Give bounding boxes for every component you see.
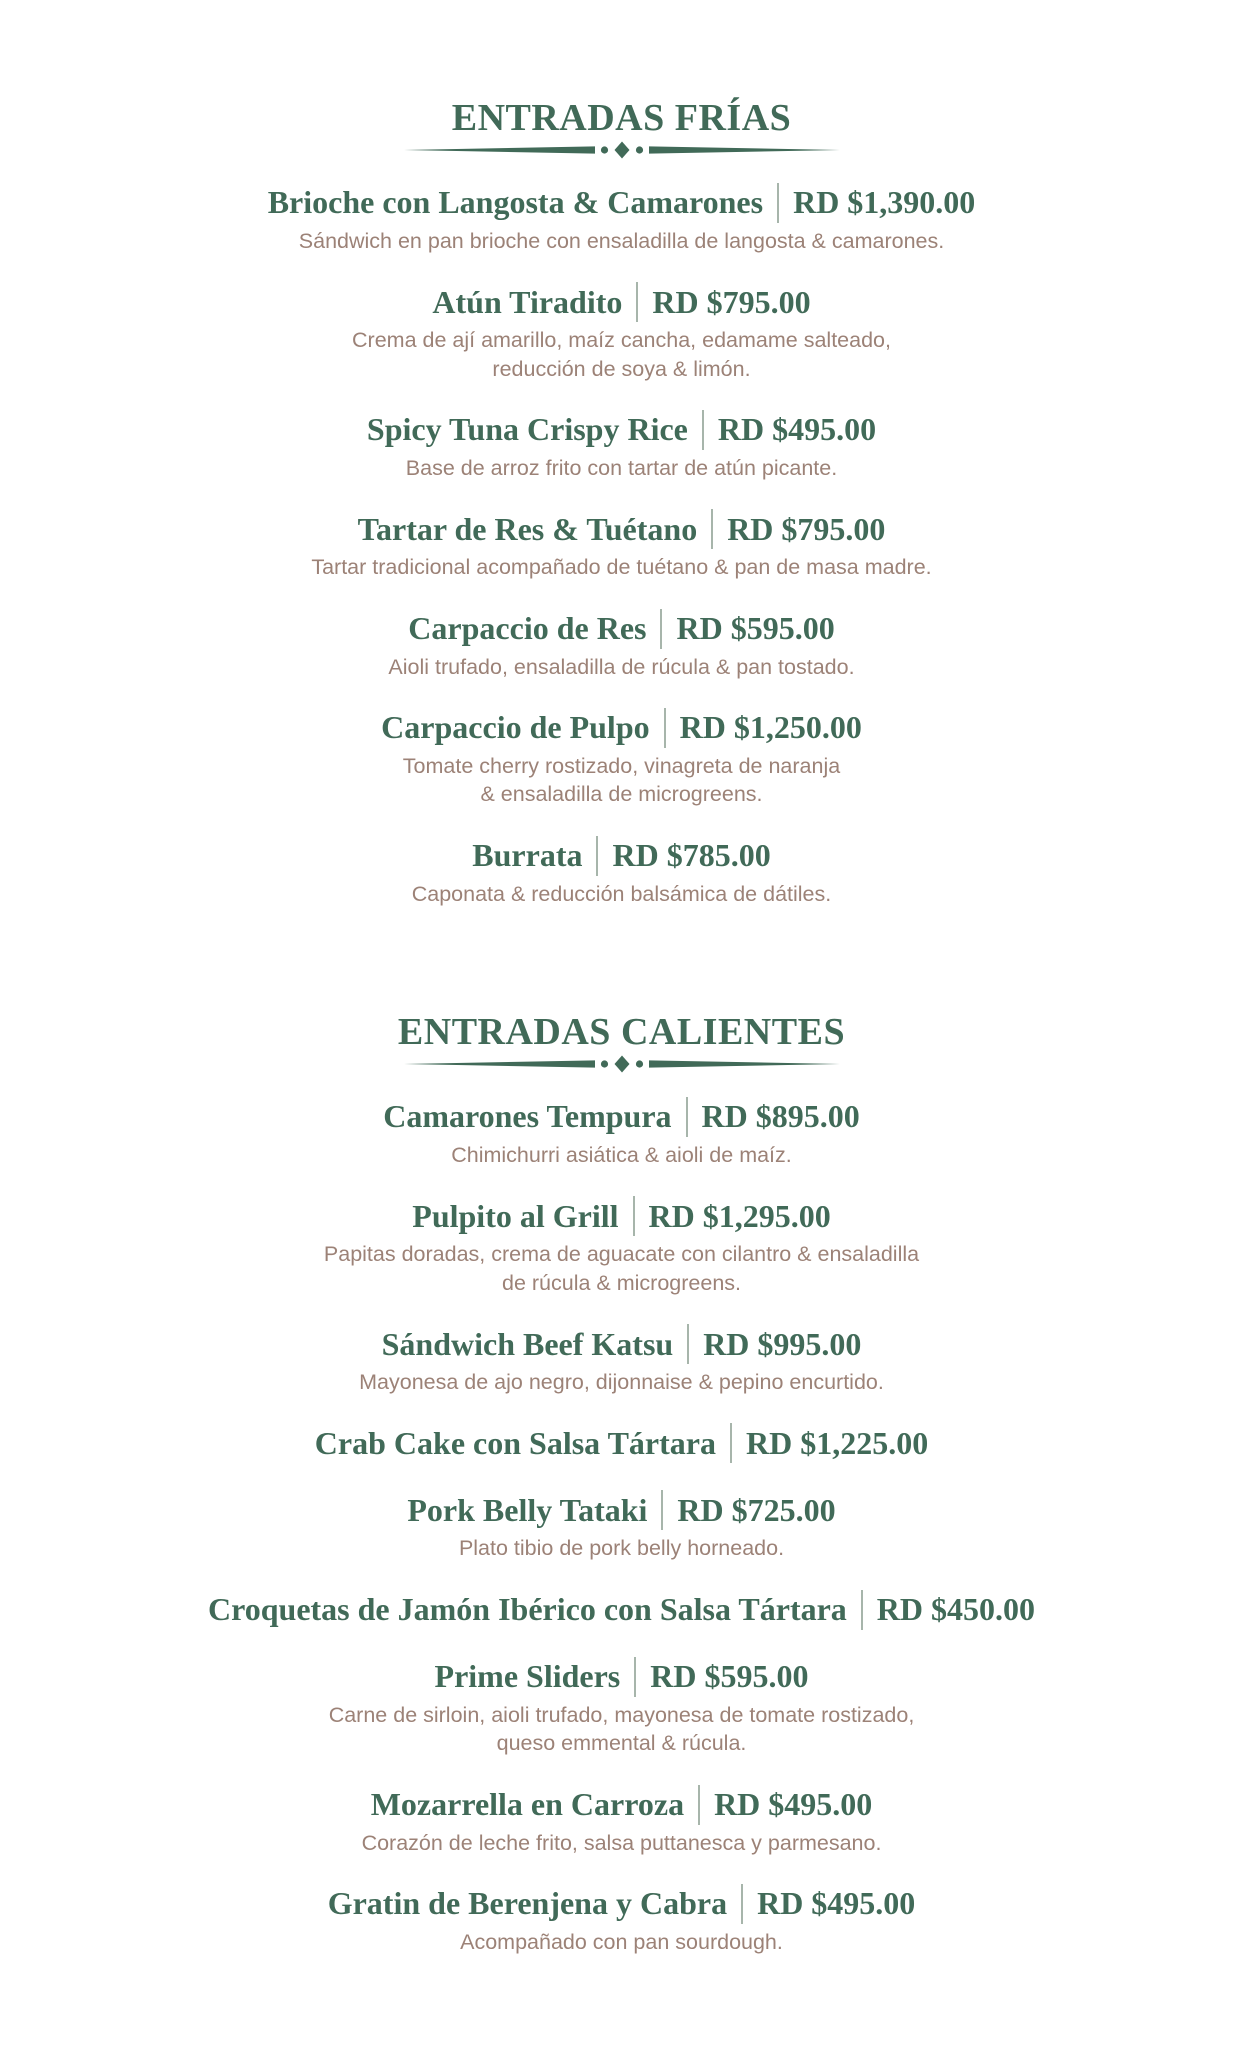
item-price: RD $450.00 xyxy=(876,1591,1036,1628)
menu-section xyxy=(0,98,1243,908)
item-description xyxy=(0,1928,1243,1956)
price-separator xyxy=(741,1884,743,1924)
item-title xyxy=(0,1884,1243,1924)
item-name: Camarones Tempura xyxy=(383,1098,672,1135)
item-name: Carpaccio de Pulpo xyxy=(381,709,650,746)
item-name: Gratin de Berenjena y Cabra xyxy=(327,1885,728,1922)
section-title: ENTRADAS CALIENTES xyxy=(397,1011,846,1054)
item-description xyxy=(0,227,1243,255)
price-separator xyxy=(634,1657,636,1697)
menu-item xyxy=(0,1785,1243,1857)
description-line: Acompañado con pan sourdough. xyxy=(460,1929,783,1954)
item-name: Pork Belly Tataki xyxy=(407,1491,648,1528)
description-line: & ensaladilla de microgreens. xyxy=(480,782,763,807)
description-line: Aioli trufado, ensaladilla de rúcula & pan tostado. xyxy=(388,654,855,679)
price-separator xyxy=(636,282,638,322)
description-line: Sándwich en pan brioche con ensaladilla de langosta & camarones. xyxy=(298,228,945,253)
item-name: Pulpito al Grill xyxy=(412,1197,619,1234)
item-name: Burrata xyxy=(472,837,583,874)
menu-item xyxy=(0,1884,1243,1956)
price-separator xyxy=(777,183,779,223)
item-name: Croquetas de Jamón Ibérico con Salsa Tártara xyxy=(207,1591,847,1628)
description-line: de rúcula & microgreens. xyxy=(502,1270,741,1295)
menu-item xyxy=(0,282,1243,383)
item-title xyxy=(0,183,1243,223)
item-price: RD $795.00 xyxy=(652,283,811,320)
section-divider-ornament xyxy=(402,1055,842,1073)
item-title xyxy=(0,410,1243,450)
item-price: RD $495.00 xyxy=(717,411,877,448)
menu-item xyxy=(0,1324,1243,1396)
description-line: Tartar tradicional acompañado de tuétano & pan de masa madre. xyxy=(311,555,932,580)
item-title xyxy=(0,1785,1243,1825)
price-separator xyxy=(702,410,704,450)
item-description xyxy=(0,1368,1243,1396)
price-separator xyxy=(664,708,666,748)
price-separator xyxy=(730,1423,732,1463)
item-price: RD $995.00 xyxy=(703,1325,862,1362)
menu-item xyxy=(0,1490,1243,1562)
menu-item xyxy=(0,1097,1243,1169)
item-description xyxy=(0,454,1243,482)
menu-item xyxy=(0,183,1243,255)
item-price: RD $725.00 xyxy=(677,1491,836,1528)
item-name: Sándwich Beef Katsu xyxy=(381,1325,674,1362)
item-description xyxy=(0,553,1243,581)
item-description xyxy=(0,326,1243,383)
item-price: RD $895.00 xyxy=(701,1098,860,1135)
item-title xyxy=(0,1590,1243,1630)
price-separator xyxy=(596,836,598,876)
description-line: Plato tibio de pork belly horneado. xyxy=(458,1536,785,1561)
menu-section xyxy=(0,1012,1243,1956)
menu-item xyxy=(0,1657,1243,1758)
item-title xyxy=(0,1490,1243,1530)
price-separator xyxy=(861,1590,863,1630)
description-line: Corazón de leche frito, salsa puttanesca y parmesano. xyxy=(361,1830,882,1855)
description-line: Caponata & reducción balsámica de dátiles. xyxy=(411,881,832,906)
item-name: Brioche con Langosta & Camarones xyxy=(267,184,764,221)
menu-item xyxy=(0,509,1243,581)
menu-item xyxy=(0,609,1243,681)
description-line: reducción de soya & limón. xyxy=(492,356,751,381)
item-name: Spicy Tuna Crispy Rice xyxy=(366,411,688,448)
price-separator xyxy=(661,1490,663,1530)
menu-sections xyxy=(0,98,1243,1956)
menu-item xyxy=(0,836,1243,908)
price-separator xyxy=(660,609,662,649)
item-price: RD $1,295.00 xyxy=(648,1197,831,1234)
item-title xyxy=(0,836,1243,876)
section-items xyxy=(0,1097,1243,1956)
item-name: Prime Sliders xyxy=(434,1658,621,1695)
item-description xyxy=(0,880,1243,908)
item-description xyxy=(0,653,1243,681)
item-price: RD $595.00 xyxy=(676,610,835,647)
item-name: Carpaccio de Res xyxy=(408,610,647,647)
item-description xyxy=(0,1829,1243,1857)
item-title xyxy=(0,1423,1243,1463)
item-price: RD $1,250.00 xyxy=(679,709,862,746)
description-line: Base de arroz frito con tartar de atún picante. xyxy=(405,455,838,480)
item-title xyxy=(0,509,1243,549)
item-price: RD $795.00 xyxy=(727,510,886,547)
description-line: Crema de ají amarillo, maíz cancha, edamame salteado, xyxy=(352,328,891,353)
description-line: Carne de sirloin, aioli trufado, mayonesa de tomate rostizado, xyxy=(328,1702,915,1727)
menu-item xyxy=(0,1423,1243,1463)
price-separator xyxy=(633,1196,635,1236)
item-title xyxy=(0,1324,1243,1364)
section-divider-ornament xyxy=(402,141,842,159)
item-title xyxy=(0,609,1243,649)
item-price: RD $785.00 xyxy=(612,837,771,874)
item-price: RD $495.00 xyxy=(757,1885,916,1922)
price-separator xyxy=(698,1785,700,1825)
menu-item xyxy=(0,708,1243,809)
item-price: RD $595.00 xyxy=(650,1658,809,1695)
menu-item xyxy=(0,410,1243,482)
item-title xyxy=(0,1097,1243,1137)
item-title xyxy=(0,1196,1243,1236)
item-description xyxy=(0,752,1243,809)
item-title xyxy=(0,282,1243,322)
description-line: Papitas doradas, crema de aguacate con cilantro & ensaladilla xyxy=(323,1242,920,1267)
description-line: Mayonesa de ajo negro, dijonnaise & pepino encurtido. xyxy=(359,1370,884,1395)
price-separator xyxy=(711,509,713,549)
item-description xyxy=(0,1701,1243,1758)
menu-item xyxy=(0,1196,1243,1297)
item-name: Tartar de Res & Tuétano xyxy=(357,510,698,547)
item-title xyxy=(0,708,1243,748)
item-price: RD $1,225.00 xyxy=(745,1424,929,1461)
section-items xyxy=(0,183,1243,908)
item-description xyxy=(0,1141,1243,1169)
description-line: Chimichurri asiática & aioli de maíz. xyxy=(451,1142,792,1167)
price-separator xyxy=(687,1324,689,1364)
item-name: Crab Cake con Salsa Tártara xyxy=(314,1424,716,1461)
item-price: RD $1,390.00 xyxy=(793,184,976,221)
description-line: Tomate cherry rostizado, vinagreta de naranja xyxy=(402,754,841,779)
item-name: Mozarrella en Carroza xyxy=(370,1786,685,1822)
section-title: ENTRADAS FRÍAS xyxy=(451,97,792,139)
item-description xyxy=(0,1240,1243,1297)
item-name: Atún Tiradito xyxy=(432,283,623,320)
description-line: queso emmental & rúcula. xyxy=(496,1731,747,1756)
price-separator xyxy=(686,1097,688,1137)
item-price: RD $495.00 xyxy=(714,1786,873,1822)
menu-item xyxy=(0,1590,1243,1630)
item-description xyxy=(0,1534,1243,1562)
item-title xyxy=(0,1657,1243,1697)
